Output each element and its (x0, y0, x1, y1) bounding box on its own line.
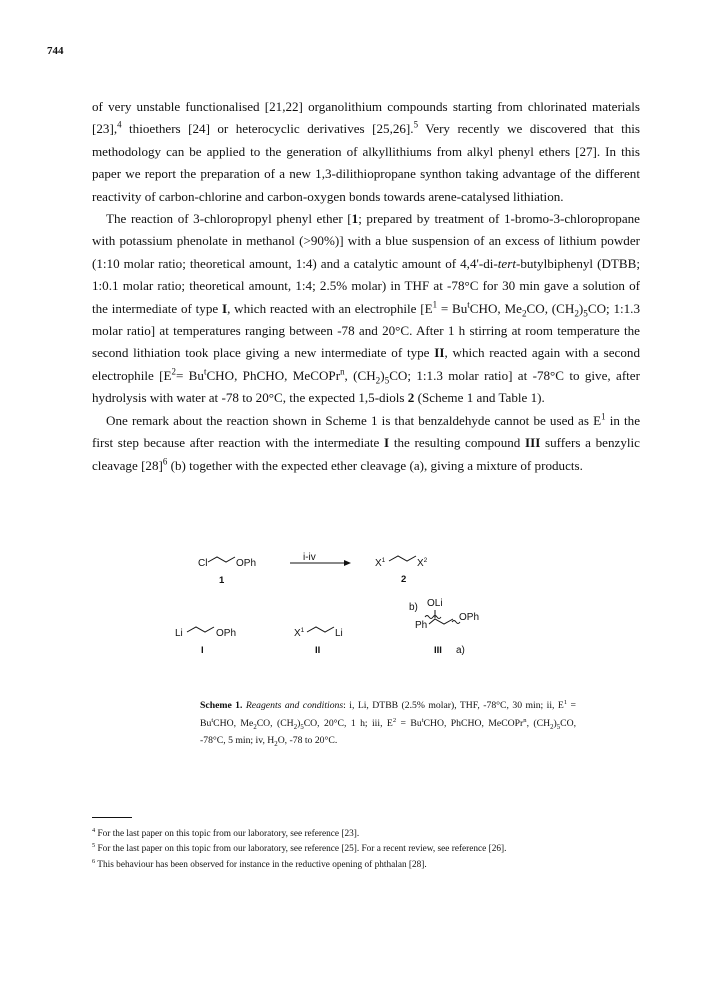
product-x1-label: $X^1$ (375, 557, 386, 569)
reactant-chain (208, 557, 235, 562)
footnote-ref-6: 6 (162, 456, 168, 467)
reactant-compound-number: 1 (219, 575, 225, 586)
footnote-5: $^5$ For the last paper on this topic from our laboratory, see reference [25]. For a recent review, see reference [26]. (92, 842, 507, 855)
intermediate-ii-x-label: $X^1$ (294, 627, 305, 639)
intermediate-iii-oli-label: OLi (427, 598, 443, 609)
intermediate-iii-oph-label: OPh (459, 612, 480, 623)
intermediate-iii-a-label: a) (456, 645, 465, 656)
intermediate-i-oph-label: OPh (216, 628, 237, 639)
intermediate-i-number: I (201, 645, 204, 656)
reactant-oph-label: OPh (236, 558, 257, 569)
cleavage-b-wavy-icon (425, 616, 441, 619)
intermediate-iii-b-label: b) (409, 602, 418, 613)
intermediate-ii-chain (307, 627, 334, 632)
intermediate-i-li-label: Li (175, 628, 183, 639)
product-compound-number: 2 (401, 574, 407, 585)
paragraph-2: The reaction of 3-chloropropyl phenyl ether [1; prepared by treatment of 1-bromo-3-chloropropane with potassium phenolate in methanol (>90%)] with a blue suspension of an excess of lithium powder (1:10 molar ratio; theoretical amount, 1:4) and a catalytic amount of 4,4'-di-tert-butylbiphenyl (DTBB; 1:0.1 molar ratio; theoretical amount, 1:4; 2.5% molar) in THF at -78°C for 30 min gave a solution of the intermediate of type I, which reacted with an electrophile [$E^1 = Bu^tCHO$, $Me_2CO$, $(CH_2)_5CO$; 1:1.3 molar ratio] at temperatures ranging between -78 and 20°C. After 1 h stirring at room temperature the second lithiation took place giving a new intermediate of type II, which reacted again with a second electrophile [$E^2= Bu^tCHO$, PhCHO, MeCOPr$^n$, $(CH_2)_5CO$; 1:1.3 molar ratio] at -78°C to give, after hydrolysis with water at -78 to 20°C, the expected 1,5-diols 2 (Scheme 1 and Table 1). (92, 211, 641, 406)
paragraph-3: One remark about the reaction shown in Scheme 1 is that benzaldehyde cannot be used as $E^1$ in the first step because after reaction with the intermediate I the resulting compound III suffers a benzylic cleavage $[28]^6$ (b) together with the expected ether cleavage (a), giving a mixture of products. (92, 411, 641, 473)
product-x2-label: $X^2$ (417, 557, 428, 569)
intermediate-ii-li-label: Li (335, 628, 343, 639)
product-chain (389, 556, 416, 561)
footnote-divider (92, 817, 132, 818)
intermediate-iii-ph-label: Ph (415, 620, 428, 631)
paragraph-1: of very unstable functionalised [21,22] organolithium compounds starting from chlorinated materials [23],$^4$ thioethers [24] or heterocyclic derivatives [25,26].$^5$ Very recently we discovered that this methodology can be applied to the generation of alkyllithiums from alkyl phenyl ethers [27]. In this paper we report the preparation of a new 1,3-dilithiopropane synthon taking advantage of the different reactivity of carbon-chlorine and carbon-oxygen bonds towards arene-catalysed lithiation. (92, 99, 641, 204)
intermediate-iii-chain (429, 619, 453, 624)
arrow-label: i-iv (303, 552, 316, 563)
footnote-ref-4: 4 (117, 120, 122, 131)
body-text (92, 96, 640, 477)
footnote-6: $^6$ This behaviour has been observed for instance in the reductive opening of phthalan [28]. (92, 857, 427, 870)
scheme-caption: Scheme 1. Reagents and conditions: i, Li, DTBB (2.5% molar), THF, -78°C, 30 min; ii, $E^1 = Bu^tCHO$, $Me_2CO$, $(CH_2)_5CO$, 20°C, 1 h; iii, $E^2 = Bu^tCHO$, PhCHO, MeCOPr$^n$, $(CH_2)_5CO$, -78°C, 5 min; iv, $H_2O$, -78 to 20°C. (200, 698, 577, 749)
intermediate-iii-number: III (434, 645, 442, 656)
page-number: 744 (47, 45, 64, 57)
reactant-cl-label: Cl (198, 558, 208, 569)
footnote-ref-5: 5 (413, 120, 419, 131)
footnotes (92, 827, 652, 873)
arrow-head-icon (344, 560, 351, 566)
footnote-4: $^4$ For the last paper on this topic from our laboratory, see reference [23]. (92, 826, 360, 839)
intermediate-ii-number: II (315, 645, 321, 656)
intermediate-i-chain (187, 627, 214, 632)
reaction-scheme (170, 552, 530, 682)
compound-ref: 1 (351, 211, 359, 227)
